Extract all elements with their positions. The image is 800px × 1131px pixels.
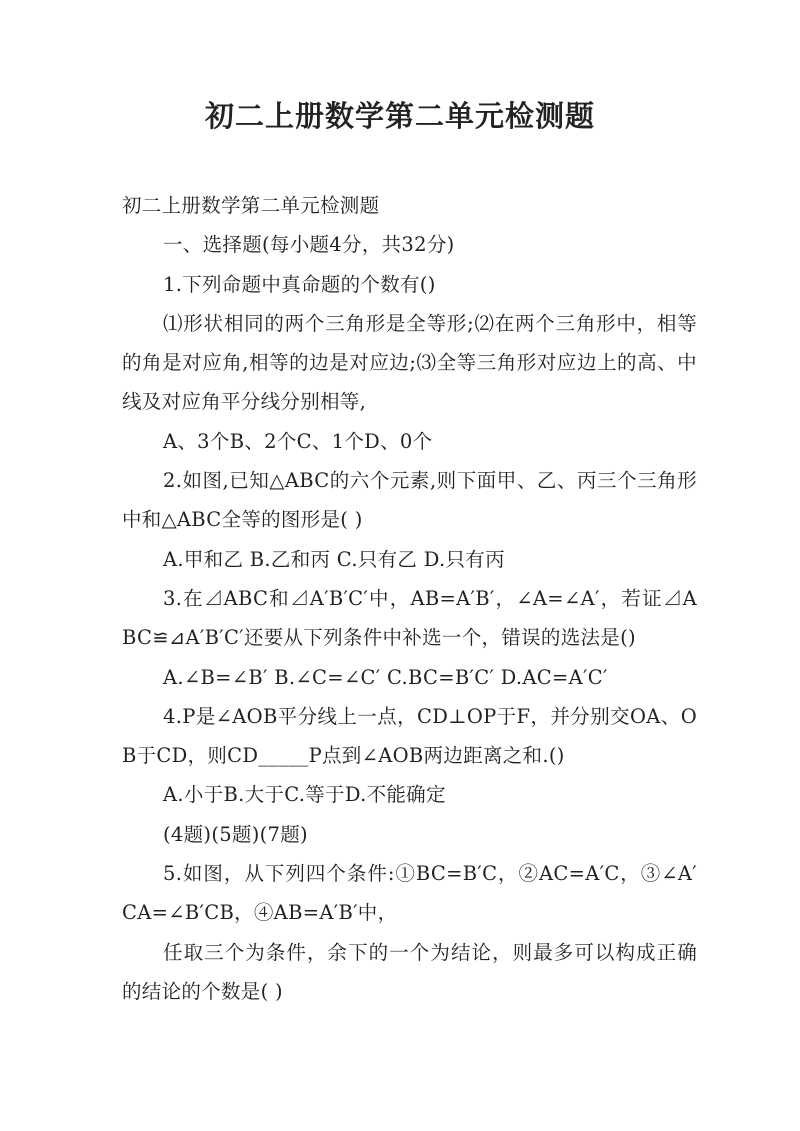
paragraph-question-2-options: A.甲和乙 B.乙和丙 C.只有乙 D.只有丙	[163, 547, 505, 571]
paragraph-question-5-continued: 任取三个为条件，余下的一个为结论，则最多可以构成正确的结论的个数是( )	[122, 940, 697, 1003]
paragraph-question-1-options: A、3个B、2个C、1个D、0个	[163, 429, 433, 453]
paragraph-question-1: 1.下列命题中真命题的个数有()	[163, 272, 436, 296]
paragraph-question-3-options: A.∠B=∠B′ B.∠C=∠C′ C.BC=B′C′ D.AC=A′C′	[163, 665, 608, 689]
document-title: 初二上册数学第二单元检测题	[204, 99, 595, 133]
paragraph-question-2: 2.如图,已知△ABC的六个元素,则下面甲、乙、丙三个三角形中和△ABC全等的图形是( )	[122, 469, 697, 532]
paragraph-question-5: 5.如图，从下列四个条件:①BC=B′C，②AC=A′C，③∠A′CA=∠B′CB，④AB=A′B′中，	[122, 862, 697, 925]
paragraph-question-1-statements: ⑴形状相同的两个三角形是全等形;⑵在两个三角形中，相等的角是对应角,相等的边是对应边;⑶全等三角形对应边上的高、中线及对应角平分线分别相等,	[122, 311, 697, 414]
paragraph-question-3: 3.在⊿ABC和⊿A′B′C′中，AB=A′B′，∠A=∠A′，若证⊿ABC≌⊿A′B′C′还要从下列条件中补选一个，错误的选法是()	[122, 586, 697, 650]
document-body	[122, 186, 697, 1011]
paragraph-section-choice: 一、选择题(每小题4分，共32分)	[163, 233, 455, 257]
paragraph-heading: 初二上册数学第二单元检测题	[122, 194, 380, 217]
paragraph-question-4: 4.P是∠AOB平分线上一点，CD⊥OP于F，并分别交OA、OB于CD，则CD_____P点到∠AOB两边距离之和.()	[122, 704, 697, 768]
paragraph-question-4-options: A.小于B.大于C.等于D.不能确定	[163, 783, 446, 807]
paragraph-figure-labels: (4题)(5题)(7题)	[163, 822, 308, 846]
